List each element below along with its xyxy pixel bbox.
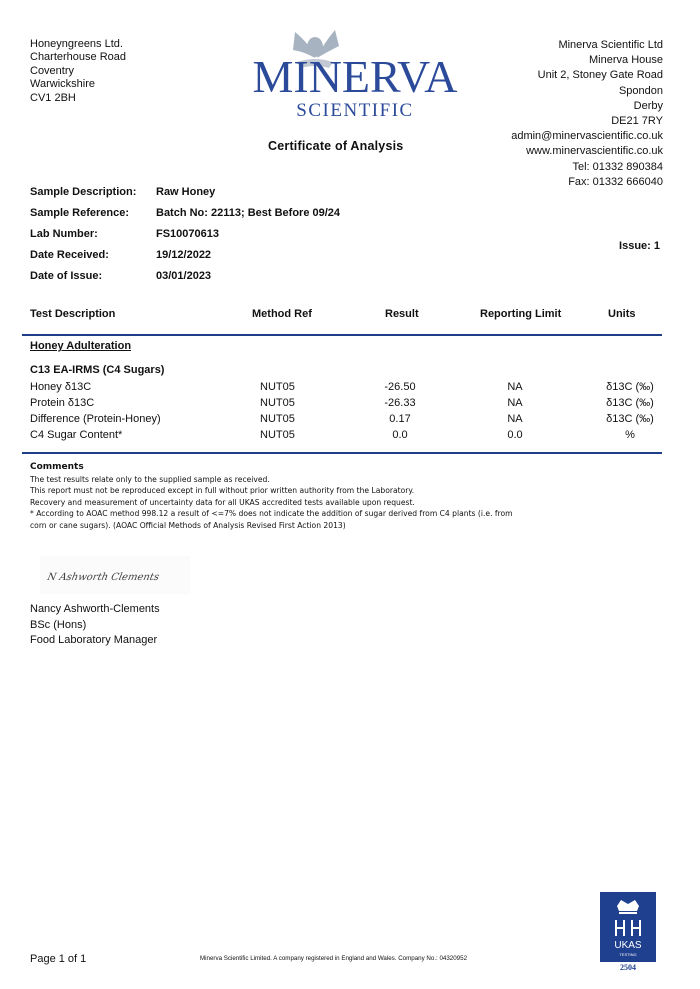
logo-word: MINERVA xyxy=(252,51,458,102)
ukas-label: UKAS xyxy=(614,940,642,951)
section-heading: Honey Adulteration xyxy=(30,340,132,352)
lab-address-line: Minerva Scientific Ltd xyxy=(558,39,663,51)
signer-role: Food Laboratory Manager xyxy=(30,634,158,646)
cell-method: NUT05 xyxy=(260,381,295,393)
lab-address-line: Spondon xyxy=(618,84,663,97)
table-row xyxy=(30,429,670,445)
cell-method: NUT05 xyxy=(260,397,295,409)
ukas-crown-icon xyxy=(600,892,656,972)
footer-legal: Minerva Scientific Limited. A company registered in England and Wales. Company No.: 04320952 xyxy=(200,955,468,962)
minerva-logo xyxy=(235,22,475,127)
client-address-line: Honeyngreens Ltd. xyxy=(30,38,123,50)
cell-result: 0.0 xyxy=(392,429,408,441)
cell-units: δ13C (‰) xyxy=(606,381,654,393)
comment-line: * According to AOAC method 998.12 a result of <=7% does not indicate the addition of sugar derived from C4 plants (i.e. from xyxy=(30,509,513,519)
signer-block xyxy=(30,602,160,649)
cell-test: C4 Sugar Content* xyxy=(30,429,123,441)
ukas-sub: TESTING xyxy=(619,952,637,957)
logo-sub: SCIENTIFIC xyxy=(296,100,414,121)
cell-limit: 0.0 xyxy=(507,429,523,441)
date-of-issue-label: Date of Issue: xyxy=(30,270,103,282)
cell-limit: NA xyxy=(507,381,523,393)
signer-name: Nancy Ashworth-Clements xyxy=(30,603,160,615)
signature-text: N Ashworth Clements xyxy=(46,572,161,583)
owl-icon xyxy=(235,22,475,127)
table-header-rule xyxy=(22,334,662,336)
issue-number: Issue: 1 xyxy=(619,240,660,252)
date-of-issue-value: 03/01/2023 xyxy=(156,270,212,282)
cell-units: δ13C (‰) xyxy=(606,413,654,425)
client-address-line: Coventry xyxy=(30,64,75,77)
page-number: Page 1 of 1 xyxy=(30,953,87,965)
lab-number-value: FS10070613 xyxy=(156,228,219,240)
cell-limit: NA xyxy=(507,397,523,409)
cell-test: Protein δ13C xyxy=(30,397,95,409)
header-result: Result xyxy=(385,308,419,320)
lab-address-line: Unit 2, Stoney Gate Road xyxy=(537,69,663,82)
lab-address-line: Minerva House xyxy=(589,54,663,67)
cell-units: δ13C (‰) xyxy=(606,397,654,409)
lab-number-label: Lab Number: xyxy=(30,228,98,240)
comment-line: corn or cane sugars). (AOAC Official Methods of Analysis Revised First Action 2013) xyxy=(30,520,346,530)
table-row xyxy=(30,413,670,429)
lab-website[interactable]: www.minervascientific.co.uk xyxy=(526,145,663,158)
page-title: Certificate of Analysis xyxy=(268,139,404,153)
ukas-number: 2504 xyxy=(620,963,636,972)
comment-line: Recovery and measurement of uncertainty data for all UKAS accredited tests available upon request. xyxy=(30,497,415,507)
cell-result: 0.17 xyxy=(389,413,411,425)
sample-description-label: Sample Description: xyxy=(30,186,137,198)
lab-address-line: DE21 7RY xyxy=(611,115,663,128)
cell-result: -26.33 xyxy=(384,397,416,409)
date-received-value: 19/12/2022 xyxy=(156,249,212,261)
signature xyxy=(40,556,190,594)
cell-method: NUT05 xyxy=(260,413,295,425)
client-address-line: Warwickshire xyxy=(30,78,95,91)
client-address-line: CV1 2BH xyxy=(30,91,76,104)
sample-description-value: Raw Honey xyxy=(156,186,216,198)
cell-units: % xyxy=(625,429,635,441)
header-units: Units xyxy=(608,308,636,320)
comment-line: This report must not be reproduced except in full without prior written authority from the Laboratory. xyxy=(30,486,415,496)
sample-reference-value: Batch No: 22113; Best Before 09/24 xyxy=(156,207,341,219)
cell-result: -26.50 xyxy=(384,381,416,393)
cell-test: Difference (Protein-Honey) xyxy=(30,413,161,425)
ukas-mark xyxy=(600,892,656,972)
lab-phone: Tel: 01332 890384 xyxy=(572,160,663,173)
cell-method: NUT05 xyxy=(260,429,295,441)
comment-line: The test results relate only to the supplied sample as received. xyxy=(30,474,270,484)
client-address-line: Charterhouse Road xyxy=(30,51,127,64)
comments-heading: Comments xyxy=(30,462,84,472)
header-reporting-limit: Reporting Limit xyxy=(480,308,562,320)
client-address xyxy=(30,38,126,105)
lab-address-line: Derby xyxy=(633,99,663,112)
header-test-description: Test Description xyxy=(30,308,116,320)
signer-qualification: BSc (Hons) xyxy=(30,618,87,631)
header-method-ref: Method Ref xyxy=(252,308,312,320)
date-received-label: Date Received: xyxy=(30,249,109,261)
table-row xyxy=(30,397,670,413)
lab-fax: Fax: 01332 666040 xyxy=(568,175,663,188)
lab-address xyxy=(511,38,663,190)
lab-email[interactable]: admin@minervascientific.co.uk xyxy=(511,130,663,143)
cell-limit: NA xyxy=(507,413,523,425)
sample-reference-label: Sample Reference: xyxy=(30,207,130,219)
subsection-heading: C13 EA-IRMS (C4 Sugars) xyxy=(30,364,165,376)
comments-block xyxy=(30,462,550,532)
table-row xyxy=(30,381,670,397)
table-footer-rule xyxy=(22,452,662,454)
cell-test: Honey δ13C xyxy=(30,381,92,393)
signature-image xyxy=(40,556,190,594)
